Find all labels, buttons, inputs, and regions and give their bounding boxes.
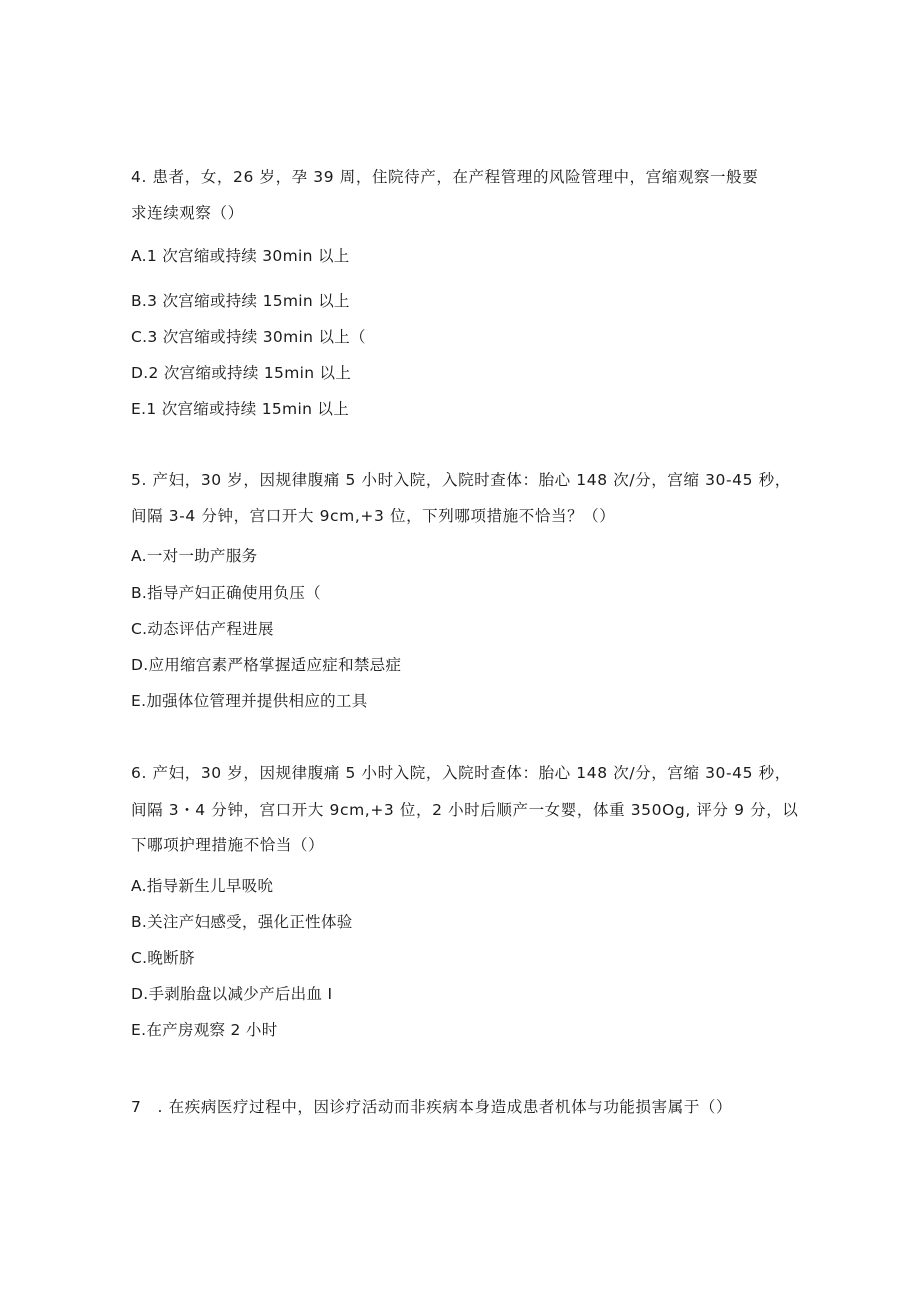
question-4-option-a: A.1 次宫缩或持续 30min 以上	[131, 247, 350, 265]
question-5-option-a: A.一对一助产服务	[131, 547, 258, 565]
question-5-option-b: B.指导产妇正确使用负压（	[131, 584, 321, 602]
question-4-option-c: C.3 次宫缩或持续 30min 以上（	[131, 328, 366, 346]
question-5-stem-line-2: 间隔 3-4 分钟，宫口开大 9cm,+3 位，下列哪项措施不恰当？（）	[131, 507, 616, 525]
question-5-option-d: D.应用缩宫素严格掌握适应症和禁忌症	[131, 656, 402, 674]
question-4-stem-line-1: 4. 患者，女，26 岁，孕 39 周，住院待产，在产程管理的风险管理中，宫缩观察一般要	[131, 168, 759, 186]
question-4-option-d: D.2 次宫缩或持续 15min 以上	[131, 364, 352, 382]
question-6-option-d: D.手剥胎盘以减少产后出血 I	[131, 985, 333, 1003]
question-6-option-c: C.晚断脐	[131, 949, 195, 967]
question-6-stem-line-2: 间隔 3・4 分钟，宫口开大 9cm,+3 位，2 小时后顺产一女婴，体重 350Og, 评分 9 分，以	[131, 801, 799, 819]
question-6-stem-line-1: 6. 产妇，30 岁，因规律腹痛 5 小时入院，入院时查体：胎心 148 次/分，宫缩 30-45 秒，	[131, 764, 791, 782]
question-4-option-e: E.1 次宫缩或持续 15min 以上	[131, 400, 350, 418]
question-5-stem-line-1: 5. 产妇，30 岁，因规律腹痛 5 小时入院，入院时查体：胎心 148 次/分，宫缩 30-45 秒，	[131, 471, 791, 489]
question-4-option-b: B.3 次宫缩或持续 15min 以上	[131, 292, 350, 310]
question-6-stem-line-3: 下哪项护理措施不恰当（）	[131, 836, 325, 854]
question-5-option-e: E.加强体位管理并提供相应的工具	[131, 692, 368, 710]
question-5-option-c: C.动态评估产程进展	[131, 620, 274, 638]
question-7-stem-line-1: 7 . 在疾病医疗过程中，因诊疗活动而非疾病本身造成患者机体与功能损害属于（）	[131, 1098, 733, 1116]
question-4-stem-line-2: 求连续观察（）	[131, 204, 244, 222]
question-6-option-a: A.指导新生儿早吸吮	[131, 877, 274, 895]
question-6-option-b: B.关注产妇感受，强化正性体验	[131, 913, 353, 931]
question-6-option-e: E.在产房观察 2 小时	[131, 1021, 278, 1039]
